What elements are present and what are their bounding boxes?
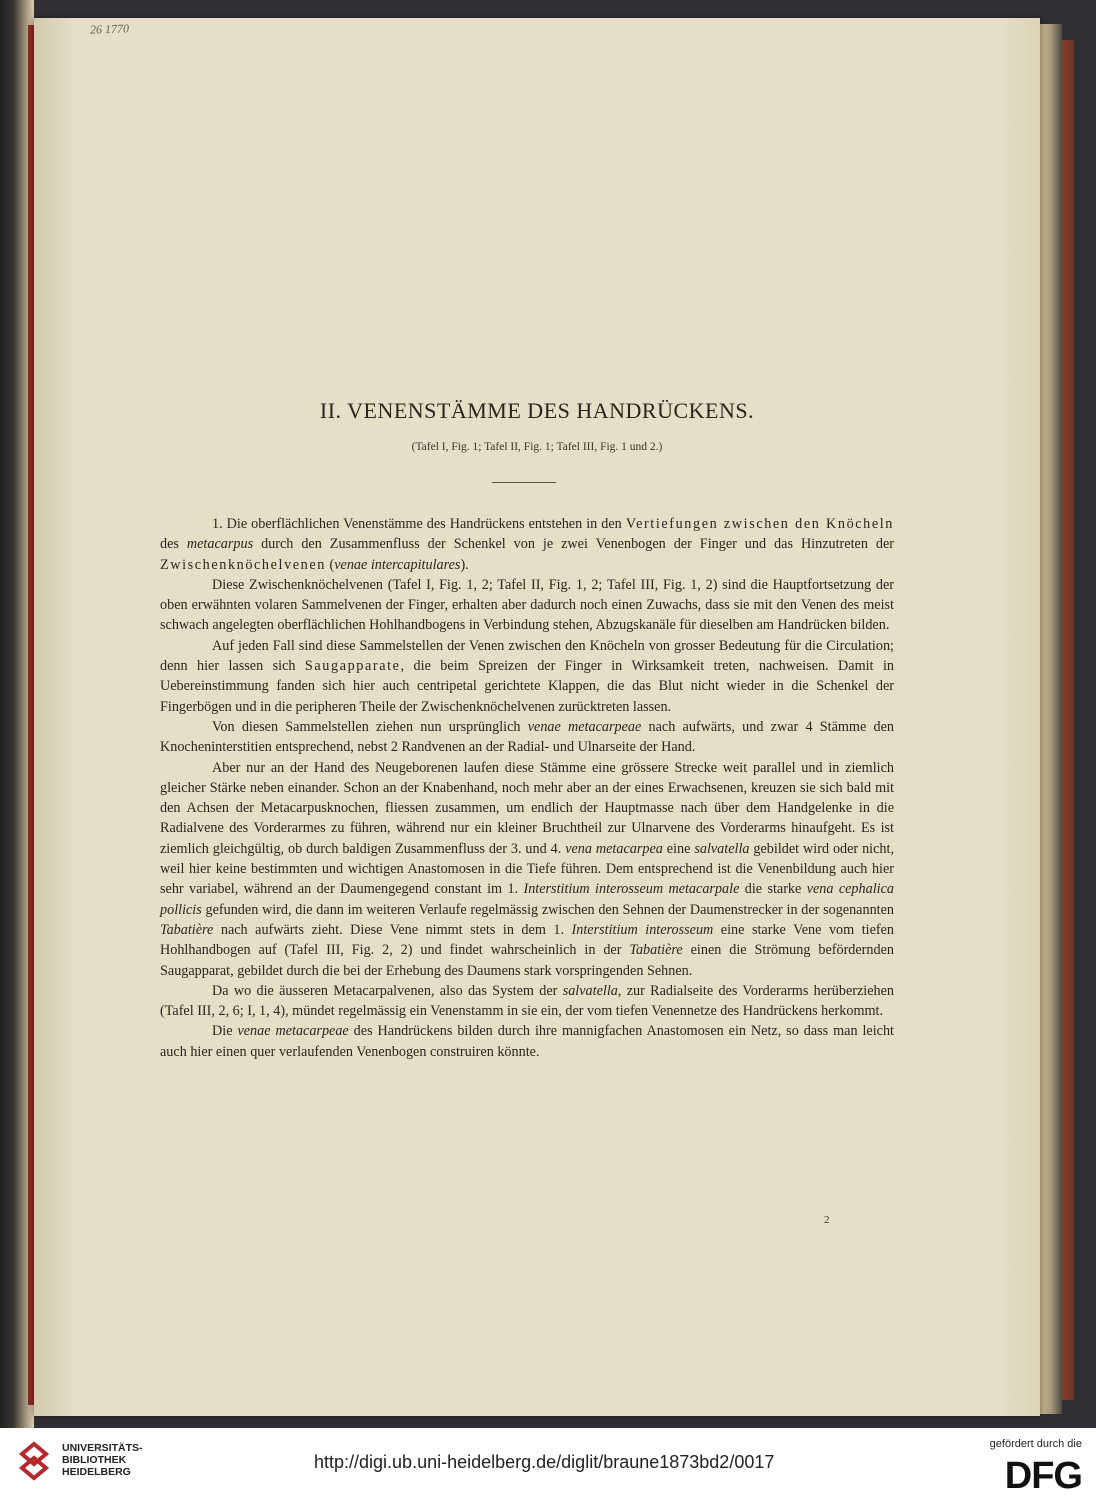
text-run: , zur Radialseite des Vorderarms herüberziehen (Tafel III, 2, 6; I, 1, 4), mündet regelmässig ein Venenstamm in sie ein, der vom tiefen Venennetze des Handrückens herkommt. [160,982,895,1020]
italic-term: Tabatière [629,942,683,959]
funding-note: gefördert durch die [989,1438,1082,1450]
text-run: die starke [739,881,807,898]
text-run: des [160,536,187,553]
library-logo-icon [16,1440,56,1484]
text-run: Diese Zwischenknöchelvenen (Tafel I, Fig. 1, 2; Tafel II, Fig. 1, 2; Tafel III, Fig. 1, 2) sind die Hauptfortsetzung der oben erwähnten volaren Sammelvenen der Finger, erhalten aber dadurch noch einen Zuwachs, dass sie mit den Venen des meist schwach angelegten oberflächlichen Hohlhandbogens in Verbindung stehen, Abzugskanäle für dieselben am Handrücken bilden. [160,576,894,634]
library-line: HEIDELBERG [62,1466,131,1478]
text-run: des Handrückens bilden durch ihre mannigfachen Anastomosen ein Netz, so dass man leicht auch hier einen quer verlaufenden Venenbogen construiren könnte. [160,1023,894,1060]
italic-term: venae metacarpeae [237,1023,349,1040]
italic-term: vena cephalica pollicis [160,881,894,918]
italic-term: venae metacarpeae [527,718,642,735]
paragraph [160,1021,894,1062]
handwritten-corner-mark: 26 1770 [89,21,130,37]
italic-term: vena metacarpea [565,840,663,857]
text-run: Von diesen Sammelstellen ziehen nun ursprünglich [212,718,528,735]
book-page [34,18,1040,1416]
chapter-subtitle: (Tafel I, Fig. 1; Tafel II, Fig. 1; Tafel III, Fig. 1 und 2.) [411,441,663,453]
body-text [160,514,894,1062]
paragraph [160,981,894,1022]
spaced-term: Vertiefungen zwischen den Knöcheln [625,516,894,532]
italic-term: salvatella [694,840,750,857]
text-run: ( [325,556,335,573]
cover-edge [1062,40,1074,1400]
text-run: ). [460,556,469,573]
text-run: einen die Strömung befördernden Saugapparat, gebildet durch die bei der Erhebung des Daumens stark vorspringenden Sehnen. [160,942,894,979]
dfg-logo: DFG [1004,1455,1082,1497]
italic-term: Tabatière [160,921,214,938]
italic-term: Interstitium interosseum metacarpale [523,881,740,898]
italic-term: Interstitium interosseum [571,921,714,938]
library-line: BIBLIOTHEK [62,1454,127,1466]
spaced-term: Saugapparate [304,658,401,675]
text-run: Aber nur an der Hand des Neugeborenen laufen diese Stämme eine grössere Strecke weit parallel und in ziemlich gleicher Stärke neben einander. Schon an der Knabenhand, noch mehr aber an der eines Erwachsenen, kreuzen sie sich bald mit den Achsen der Metacarpusknochen, fliessen zusammen, um endlich der Hauptmasse nach über dem Handgelenke in die Radialvene des Vorderarmes zu führen, während nur ein kleiner Bruchtheil zur Ulnarvene des Vorderarms hinaufgeht. Es ist ziemlich gleichgültig, ob durch baldigen Zusammenfluss der 3. und 4. [160,759,894,857]
viewer-footer [0,1428,1096,1507]
spaced-term: Zwischenknöchelvenen [160,556,326,573]
chapter-title: II. VENENSTÄMME DES HANDRÜCKENS. [319,398,755,423]
page-stack-edge [1040,24,1062,1414]
title-divider [492,482,556,483]
text-run: gebildet wird oder nicht, weil hier keine bestimmten und wichtigen Anastomosen in die Tiefe führen. Dem entsprechend ist die Venenbildung auch hier sehr variabel, während an der Daumengegend constant im 1. [160,840,894,898]
page-number: 2 [824,1214,830,1226]
text-run: 1. Die oberflächlichen Venenstämme des Handrückens entstehen in den [212,516,626,532]
paragraph [160,717,894,758]
text-run: durch den Zusammenfluss der Schenkel von je zwei Venenbogen der Finger und das Hinzutreten der [253,536,894,553]
text-run: nach aufwärts, und zwar 4 Stämme den Knocheninterstitien entsprechend, nebst 2 Randvenen an der Radial- und Ulnarseite der Hand. [160,718,894,756]
text-run: Die [212,1023,238,1040]
text-run: eine starke Vene vom tiefen Hohlhandbogen auf (Tafel III, Fig. 2, 2) und findet wahrscheinlich in der [160,921,894,959]
italic-term: venae intercapitulares [334,556,461,573]
permalink-url[interactable]: http://digi.ub.uni-heidelberg.de/diglit/braune1873bd2/0017 [314,1452,775,1472]
paragraph [160,575,894,636]
italic-term: salvatella [562,982,618,999]
text-run: Auf jeden Fall sind diese Sammelstellen der Venen zwischen den Knöcheln von grosser Bedeutung für die Circulation; denn hier lassen sich [160,637,894,675]
paragraph [160,758,894,981]
text-run: Da wo die äusseren Metacarpalvenen, also das System der [212,982,563,999]
library-name [62,1442,143,1478]
text-run: , die beim Spreizen der Finger in Wirksamkeit treten, nachweisen. Damit in Uebereinstimmung fanden sich hier auch centripetal gerichtete Klappen, die das Blut nicht wieder in die Schenkel der Fingerbögen und in die peripheren Theile der Zwischenknöchelvenen zurücktreten lassen. [160,658,894,715]
italic-term: metacarpus [186,536,254,553]
paragraph [160,636,894,717]
text-run: nach aufwärts zieht. Diese Vene nimmt stets in dem 1. [213,921,572,938]
text-run: gefunden wird, die dann im weiteren Verlaufe regelmässig zwischen den Sehnen der Daumenstrecker in der sogenannten [201,901,894,918]
library-line: UNIVERSITÄTS- [62,1442,143,1454]
paragraph [160,514,894,575]
text-run: eine [662,840,695,857]
